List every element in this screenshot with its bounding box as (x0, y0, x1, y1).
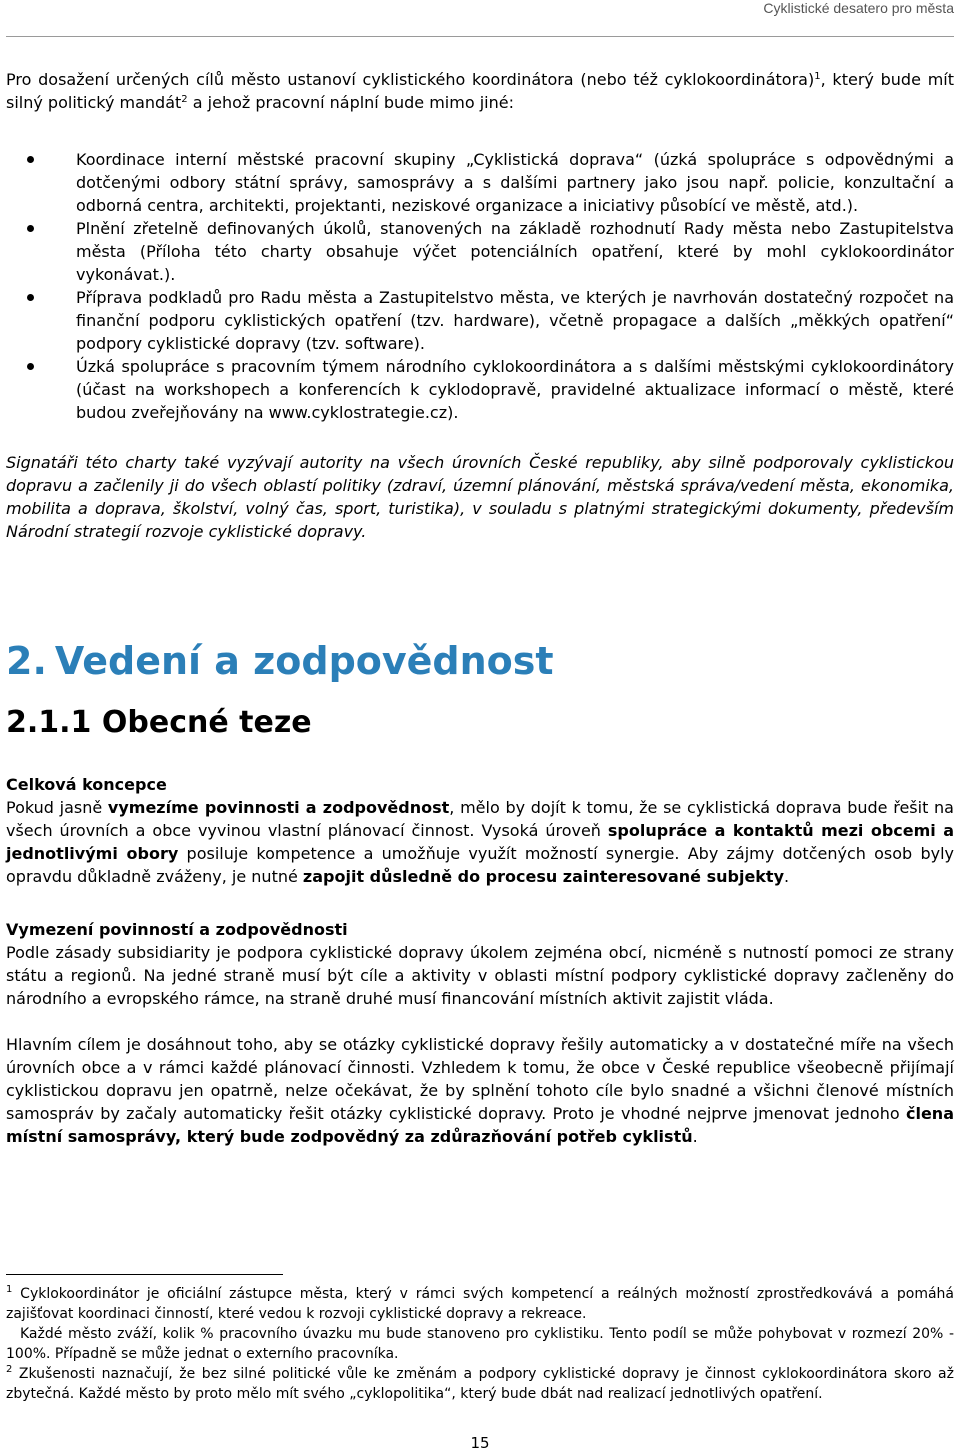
footnote-ref-1[interactable]: 1 (814, 71, 821, 82)
footnote-mark-1: 1 (6, 1284, 13, 1295)
paragraph-gap (6, 1010, 954, 1033)
page-number: 15 (470, 1434, 490, 1452)
intro-text: Pro dosažení určených cílů město ustanoví cyklistického koordinátora (nebo též cyklokoordinátora) (6, 70, 815, 89)
concept-paragraph (6, 796, 954, 888)
main-goal-text: . (692, 1127, 698, 1146)
concept-text: posiluje kompetence a umožňuje využít možností synergie. Aby zájmy dotčených osob byly opravdu důkladně zváženy, je nutné (6, 844, 954, 886)
chapter-heading (6, 637, 954, 685)
main-goal-text: Hlavním cílem je dosáhnout toho, aby se otázky cyklistické dopravy řešily automaticky a v dostatečné míře na všech úrovních obce a v rámci každé plánovací činnosti. Vzhledem k tomu, že obce v České republice všeobecně přijímají cyklistickou dopravu jen opatrně, nelze očekávat, že by splnění tohoto cíle bylo snadné a všichni členové místních samospráv by začaly automaticky řešit otázky cyklistické dopravy. Proto je vhodné nejprve jmenovat jednoho (6, 1035, 954, 1123)
footnote-2-text: Zkušenosti naznačují, že bez silné politické vůle ke změnám a podpory cyklistické dopravy je činnost cyklokoordinátora skoro až zbytečná. Každé město by proto mělo mít svého „cyklopolitika“, který bude dbát nad realizací jednotlivých opatření. (6, 1366, 954, 1402)
bullet-item-budget: Příprava podkladů pro Radu města a Zastupitelstvo města, ve kterých je navrhován dostatečný rozpočet na finanční podporu cyklistických opatření (tzv. hardware), včetně propagace a dalších „měkkých opatření“ podpory cyklistické dopravy (tzv. software). (6, 286, 954, 355)
concept-text: . (784, 867, 790, 886)
main-goal-paragraph (6, 1033, 954, 1148)
intro-text: , který bude mít silný politický mandát (6, 70, 955, 112)
subsidiarity-paragraph: Podle zásady subsidiarity je podpora cyklistické dopravy úkolem zejména obcí, nicméně s nutností pomoci ze strany státu a regionů. Na jedné straně musí být cíle a aktivity v oblasti místní podpory cyklistické dopravy začleněny do národního a evropského rámce, na straně druhé musí financování místních aktivit zajistit vláda. (6, 943, 954, 1008)
main-goal-emphasis: člena místní samosprávy, který bude zodpovědný za zdůrazňování potřeb cyklistů (6, 1104, 954, 1146)
section-heading (6, 703, 954, 743)
footnotes (6, 1284, 954, 1404)
section-title: Obecné teze (101, 705, 312, 740)
duties-bullet-list (6, 148, 954, 424)
concept-text: Pokud jasně (6, 798, 108, 817)
chapter-title: Vedení a zodpovědnost (54, 639, 554, 683)
concept-emphasis: zapojit důsledně do procesu zainteresované subjekty (302, 867, 785, 886)
concept-text: , mělo by dojít k tomu, že se cyklistická doprava bude řešit na všech úrovních a obce vyvinou vlastní plánovací činnost. Vysoká úroveň (6, 798, 954, 840)
bullet-item-cooperation: Úzká spolupráce s pracovním týmem národního cyklokoordinátora a s dalšími městskými cyklokoordinátory (účast na workshopech a konferencích k cyklodopravě, pravidelné aktualizace informací o městě, které budou zveřejňovány na www.cyklostrategie.cz). (6, 355, 954, 424)
bullet-item-coordination: Koordinace interní městské pracovní skupiny „Cyklistická doprava“ (úzká spolupráce s odpovědnými a dotčenými odbory státní správy, samosprávy a s dalšími partnery jako jsou např. policie, konzultační a odborná centra, architekti, projektanti, neziskové organizace a iniciativy působící ve městě, atd.). (6, 148, 954, 217)
footnote-separator (6, 1274, 283, 1275)
footnote-ref-2[interactable]: 2 (181, 94, 188, 105)
concept-emphasis: vymezíme povinnosti a zodpovědnost (107, 798, 450, 817)
intro-paragraph (6, 68, 954, 114)
concept-heading: Celková koncepce (6, 775, 167, 794)
bullet-item-tasks: Plnění zřetelně definovaných úkolů, stanovených na základě rozhodnutí Rady města nebo Zastupitelstva města (Příloha této charty obsahuje výčet potenciálních opatření, které by mohl cyklokoordinátor vykonávat.). (6, 217, 954, 286)
footnote-2 (6, 1364, 954, 1404)
duties-heading: Vymezení povinností a zodpovědnosti (6, 920, 348, 939)
header-divider (6, 36, 954, 37)
running-header: Cyklistické desatero pro města (763, 0, 954, 16)
footnote-1-continued: Každé město zváží, kolik % pracovního úvazku mu bude stanoveno pro cyklistiku. Tento podíl se může pohybovat v rozmezí 20% - 100%. Případně se může jednat o externího pracovníka. (6, 1326, 954, 1362)
signatories-paragraph: Signatáři této charty také vyzývají autority na všech úrovních České republiky, aby silně podporovaly cyklistickou dopravu a začlenily ji do všech oblastí politiky (zdraví, územní plánování, městská správa/vedení města, ekonomika, mobilita a doprava, školství, volný čas, sport, turistika), v souladu s platnými strategickými dokumenty, především Národní strategií rozvoje cyklistické dopravy. (6, 453, 954, 541)
footnote-mark-2: 2 (6, 1364, 13, 1375)
footnote-1 (6, 1284, 954, 1324)
concept-emphasis: spolupráce a kontaktů mezi obcemi a jednotlivými obory (6, 821, 955, 863)
section-number: 2.1.1 (6, 705, 92, 740)
intro-text: a jehož pracovní náplní bude mimo jiné: (187, 93, 514, 112)
footnote-1-text: Cyklokoordinátor je oficiální zástupce města, který v rámci svých kompetencí a reálných možností zprostředkovává a pomáhá zajišťovat koordinaci činností, které vedou k rozvoji cyklistické dopravy a rekreace. (6, 1286, 954, 1322)
chapter-number: 2. (6, 639, 47, 683)
page-body (6, 68, 954, 1148)
